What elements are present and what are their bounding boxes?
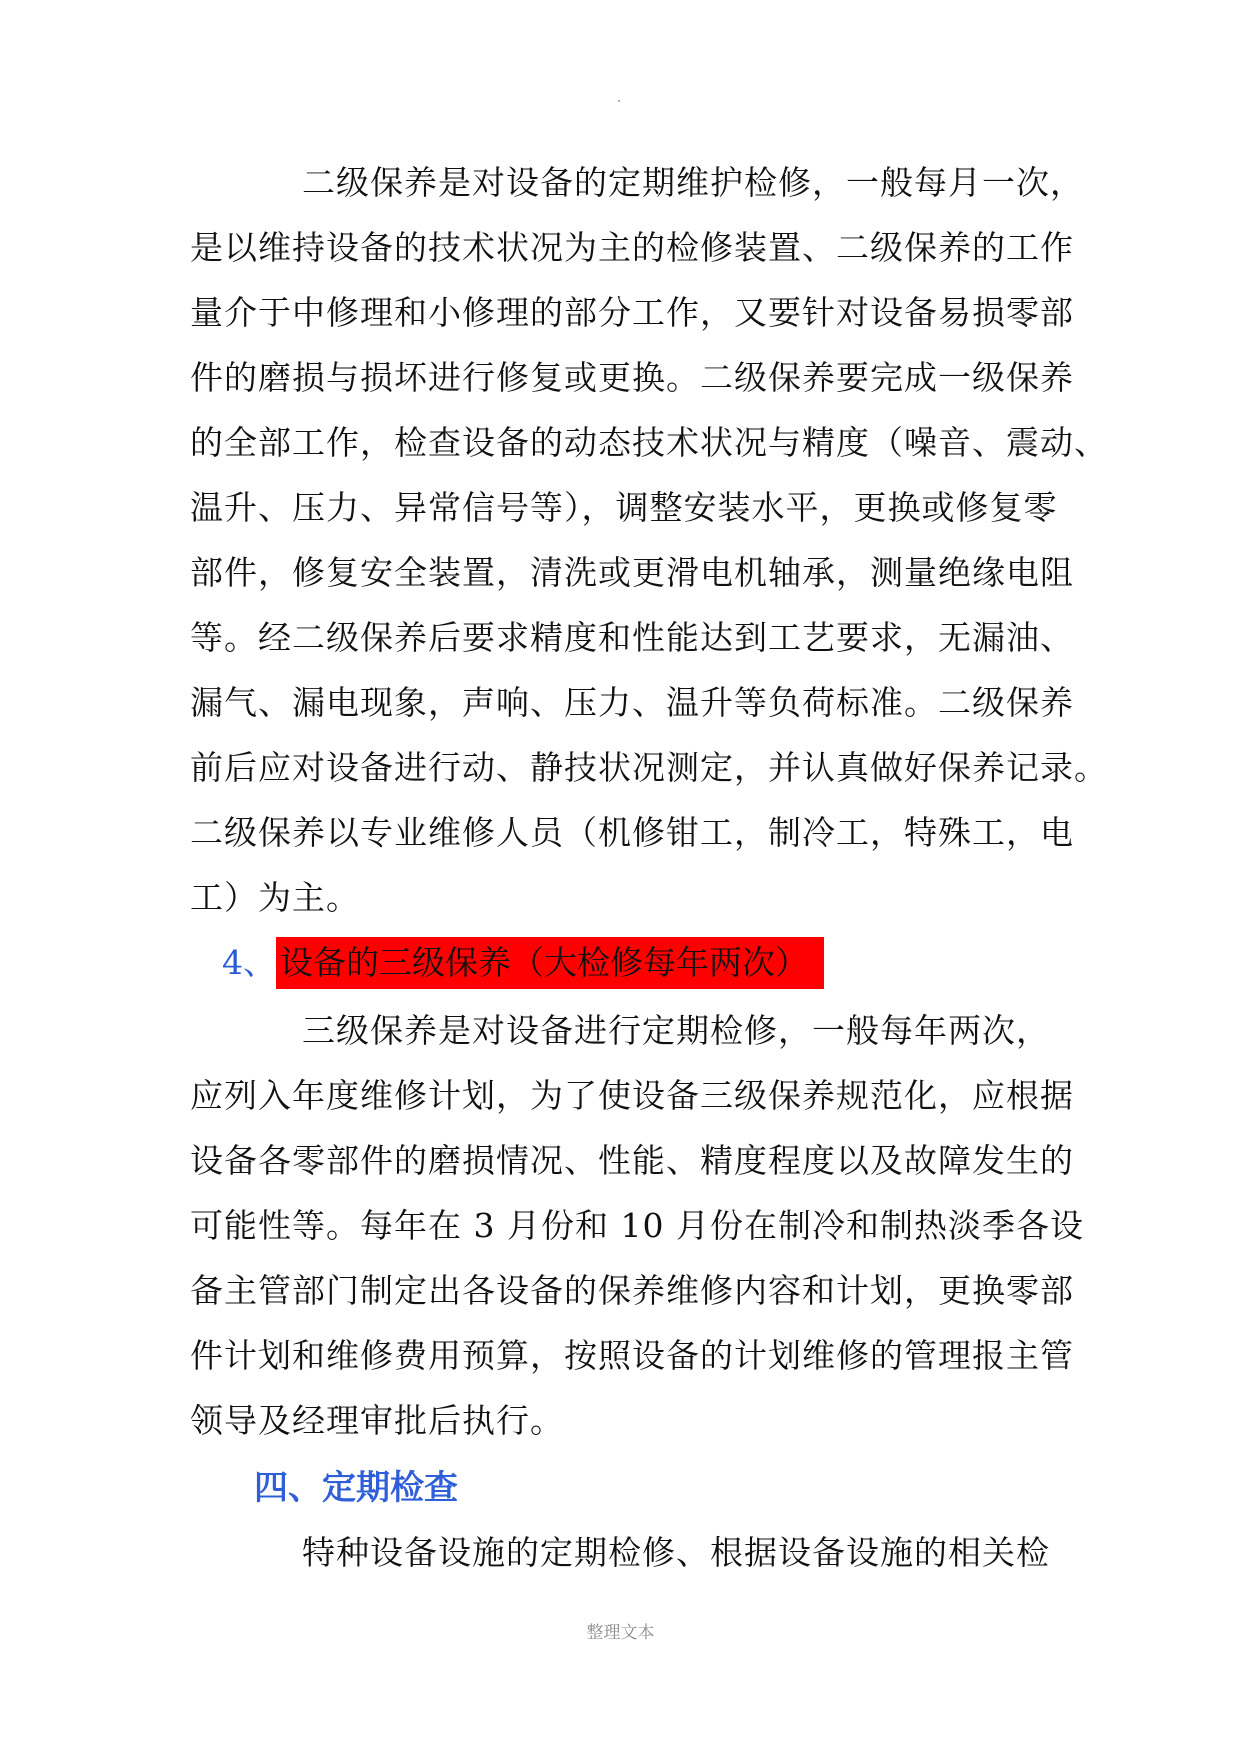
text-line: 温升、压力、异常信号等），调整安装水平，更换或修复零 — [190, 488, 1058, 527]
page-footer: 整理文本 — [586, 1623, 655, 1643]
text-line: 领导及经理审批后执行。 — [190, 1401, 564, 1440]
heading-highlighted-text: 设备的三级保养（大检修每年两次） — [276, 937, 824, 989]
text-line: 是以维持设备的技术状况为主的检修装置、二级保养的工作 — [190, 228, 1074, 267]
text-line: 二级保养是对设备的定期维护检修，一般每月一次， — [302, 163, 1084, 202]
section-title: 四、定期检查 — [254, 1468, 458, 1508]
paragraph-level3-maintenance — [190, 998, 1084, 1453]
header-mark — [618, 100, 620, 102]
paragraph-level2-maintenance — [190, 150, 1108, 930]
text-line: 漏气、漏电现象，声响、压力、温升等负荷标准。二级保养 — [190, 683, 1074, 722]
text-line: 特种设备设施的定期检修、根据设备设施的相关检 — [302, 1533, 1050, 1572]
text-line: 件计划和维修费用预算，按照设备的计划维修的管理报主管 — [190, 1336, 1074, 1375]
text-line: 部件，修复安全装置，清洗或更滑电机轴承，测量绝缘电阻 — [190, 553, 1074, 592]
text-line: 件的磨损与损坏进行修复或更换。二级保养要完成一级保养 — [190, 358, 1074, 397]
text-line: 工）为主。 — [190, 878, 360, 917]
text-line: 三级保养是对设备进行定期检修，一般每年两次， — [302, 1011, 1050, 1050]
paragraph-periodic-inspection — [190, 1520, 1056, 1585]
text-line: 二级保养以专业维修人员（机修钳工，制冷工，特殊工，电 — [190, 813, 1074, 852]
text-line: 等。经二级保养后要求精度和性能达到工艺要求，无漏油、 — [190, 618, 1074, 657]
text-line: 应列入年度维修计划，为了使设备三级保养规范化，应根据 — [190, 1076, 1074, 1115]
text-line: 备主管部门制定出各设备的保养维修内容和计划，更换零部 — [190, 1271, 1074, 1310]
text-line: 可能性等。每年在 3 月份和 10 月份在制冷和制热淡季各设 — [190, 1206, 1084, 1245]
text-line: 的全部工作，检查设备的动态技术状况与精度（噪音、震动、 — [190, 423, 1108, 462]
text-line: 量介于中修理和小修理的部分工作，又要针对设备易损零部 — [190, 293, 1074, 332]
heading-level3-maintenance — [222, 937, 824, 989]
heading-number: 4、 — [222, 943, 276, 982]
text-line: 前后应对设备进行动、静技状况测定，并认真做好保养记录。 — [190, 748, 1108, 787]
text-line: 设备各零部件的磨损情况、性能、精度程度以及故障发生的 — [190, 1141, 1074, 1180]
